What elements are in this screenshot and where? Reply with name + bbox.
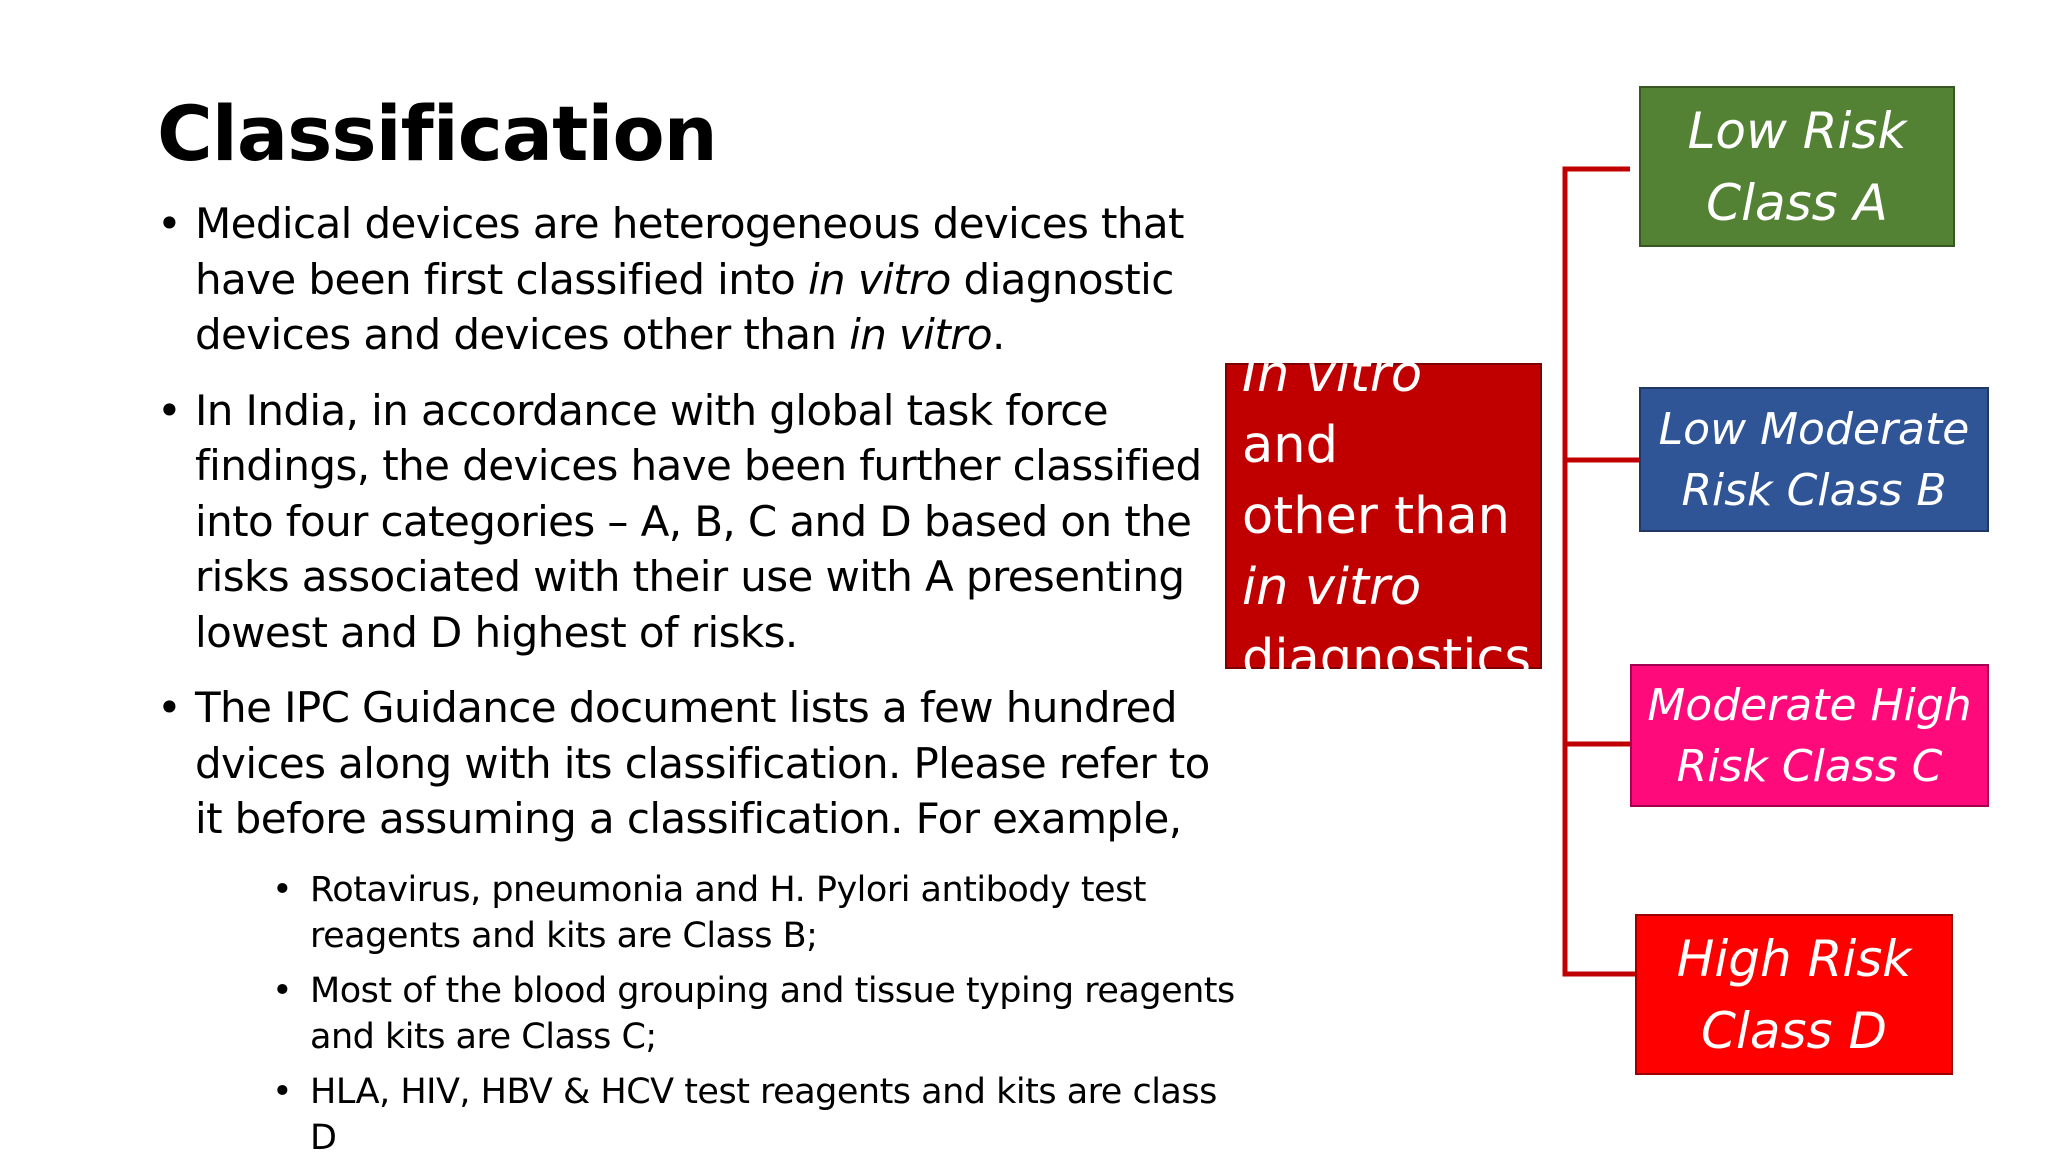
class-a-line-2: Class A bbox=[1706, 173, 1888, 232]
class-b-line-1: Low Moderate bbox=[1658, 403, 1970, 455]
class-c-line-1: Moderate High bbox=[1647, 679, 1972, 731]
slide-title: Classification bbox=[157, 89, 717, 178]
class-a-line-1: Low Risk bbox=[1687, 101, 1907, 160]
bullet-1-segment-3: diagnostic devices and devices other than bbox=[195, 254, 1174, 359]
class-c-box bbox=[1630, 664, 1989, 807]
bullet-1-segment-5: . bbox=[991, 310, 1005, 359]
bullet-1-segment-4: in vitro bbox=[849, 310, 992, 359]
class-c-line-2: Risk Class C bbox=[1676, 740, 1943, 792]
main-box-line-3-segment-1: in vitro bbox=[1242, 557, 1422, 617]
class-b-box bbox=[1639, 387, 1989, 532]
class-d-box bbox=[1635, 914, 1953, 1075]
class-b-line-2: Risk Class B bbox=[1681, 464, 1947, 516]
main-box-line-1-segment-1: In vitro bbox=[1242, 344, 1423, 404]
bullet-3-segment-1: The IPC Guidance document lists a few hundred dvices along with its classification. Please refer to it before assuming a classification. For example, bbox=[195, 683, 1210, 843]
main-box-line-1-segment-2: and bbox=[1242, 415, 1338, 475]
main-category-box bbox=[1225, 344, 1542, 688]
bullet-item-1 bbox=[157, 196, 1237, 363]
main-box-line-1 bbox=[1242, 339, 1422, 481]
main-box-line-2 bbox=[1242, 481, 1510, 552]
main-box-line-4 bbox=[1242, 623, 1531, 694]
sub-bullet-item-3: • HLA, HIV, HBV & HCV test reagents and kits are class D bbox=[272, 1069, 1237, 1161]
bullet-list bbox=[157, 196, 1237, 1170]
bullet-item-2 bbox=[157, 383, 1237, 661]
main-box-line-2-segment-1: other than bbox=[1242, 486, 1510, 546]
class-a-box bbox=[1639, 86, 1955, 247]
connector-to-class-a bbox=[1565, 169, 1639, 974]
main-box-line-4-segment-1: diagnostics bbox=[1242, 628, 1532, 688]
main-box-line-3 bbox=[1242, 552, 1421, 623]
bullet-2-segment-1: In India, in accordance with global task force findings, the devices have been further classified into four categories – A, B, C and D based on the risks associated with their use with A presenting lowest and D highest of risks. bbox=[195, 385, 1202, 657]
class-d-line-2: Class D bbox=[1701, 1001, 1887, 1060]
sub-bullet-item-1: • Rotavirus, pneumonia and H. Pylori antibody test reagents and kits are Class B; bbox=[272, 867, 1237, 959]
class-d-line-1: High Risk bbox=[1676, 929, 1912, 988]
bullet-1-segment-2: in vitro bbox=[807, 254, 951, 304]
sub-bullet-item-2: • Most of the blood grouping and tissue typing reagents and kits are Class C; bbox=[272, 968, 1237, 1060]
bullet-item-3 bbox=[157, 680, 1237, 847]
bullet-1-segment-1: Medical devices are heterogeneous devices that have been first classified into bbox=[195, 199, 1184, 304]
